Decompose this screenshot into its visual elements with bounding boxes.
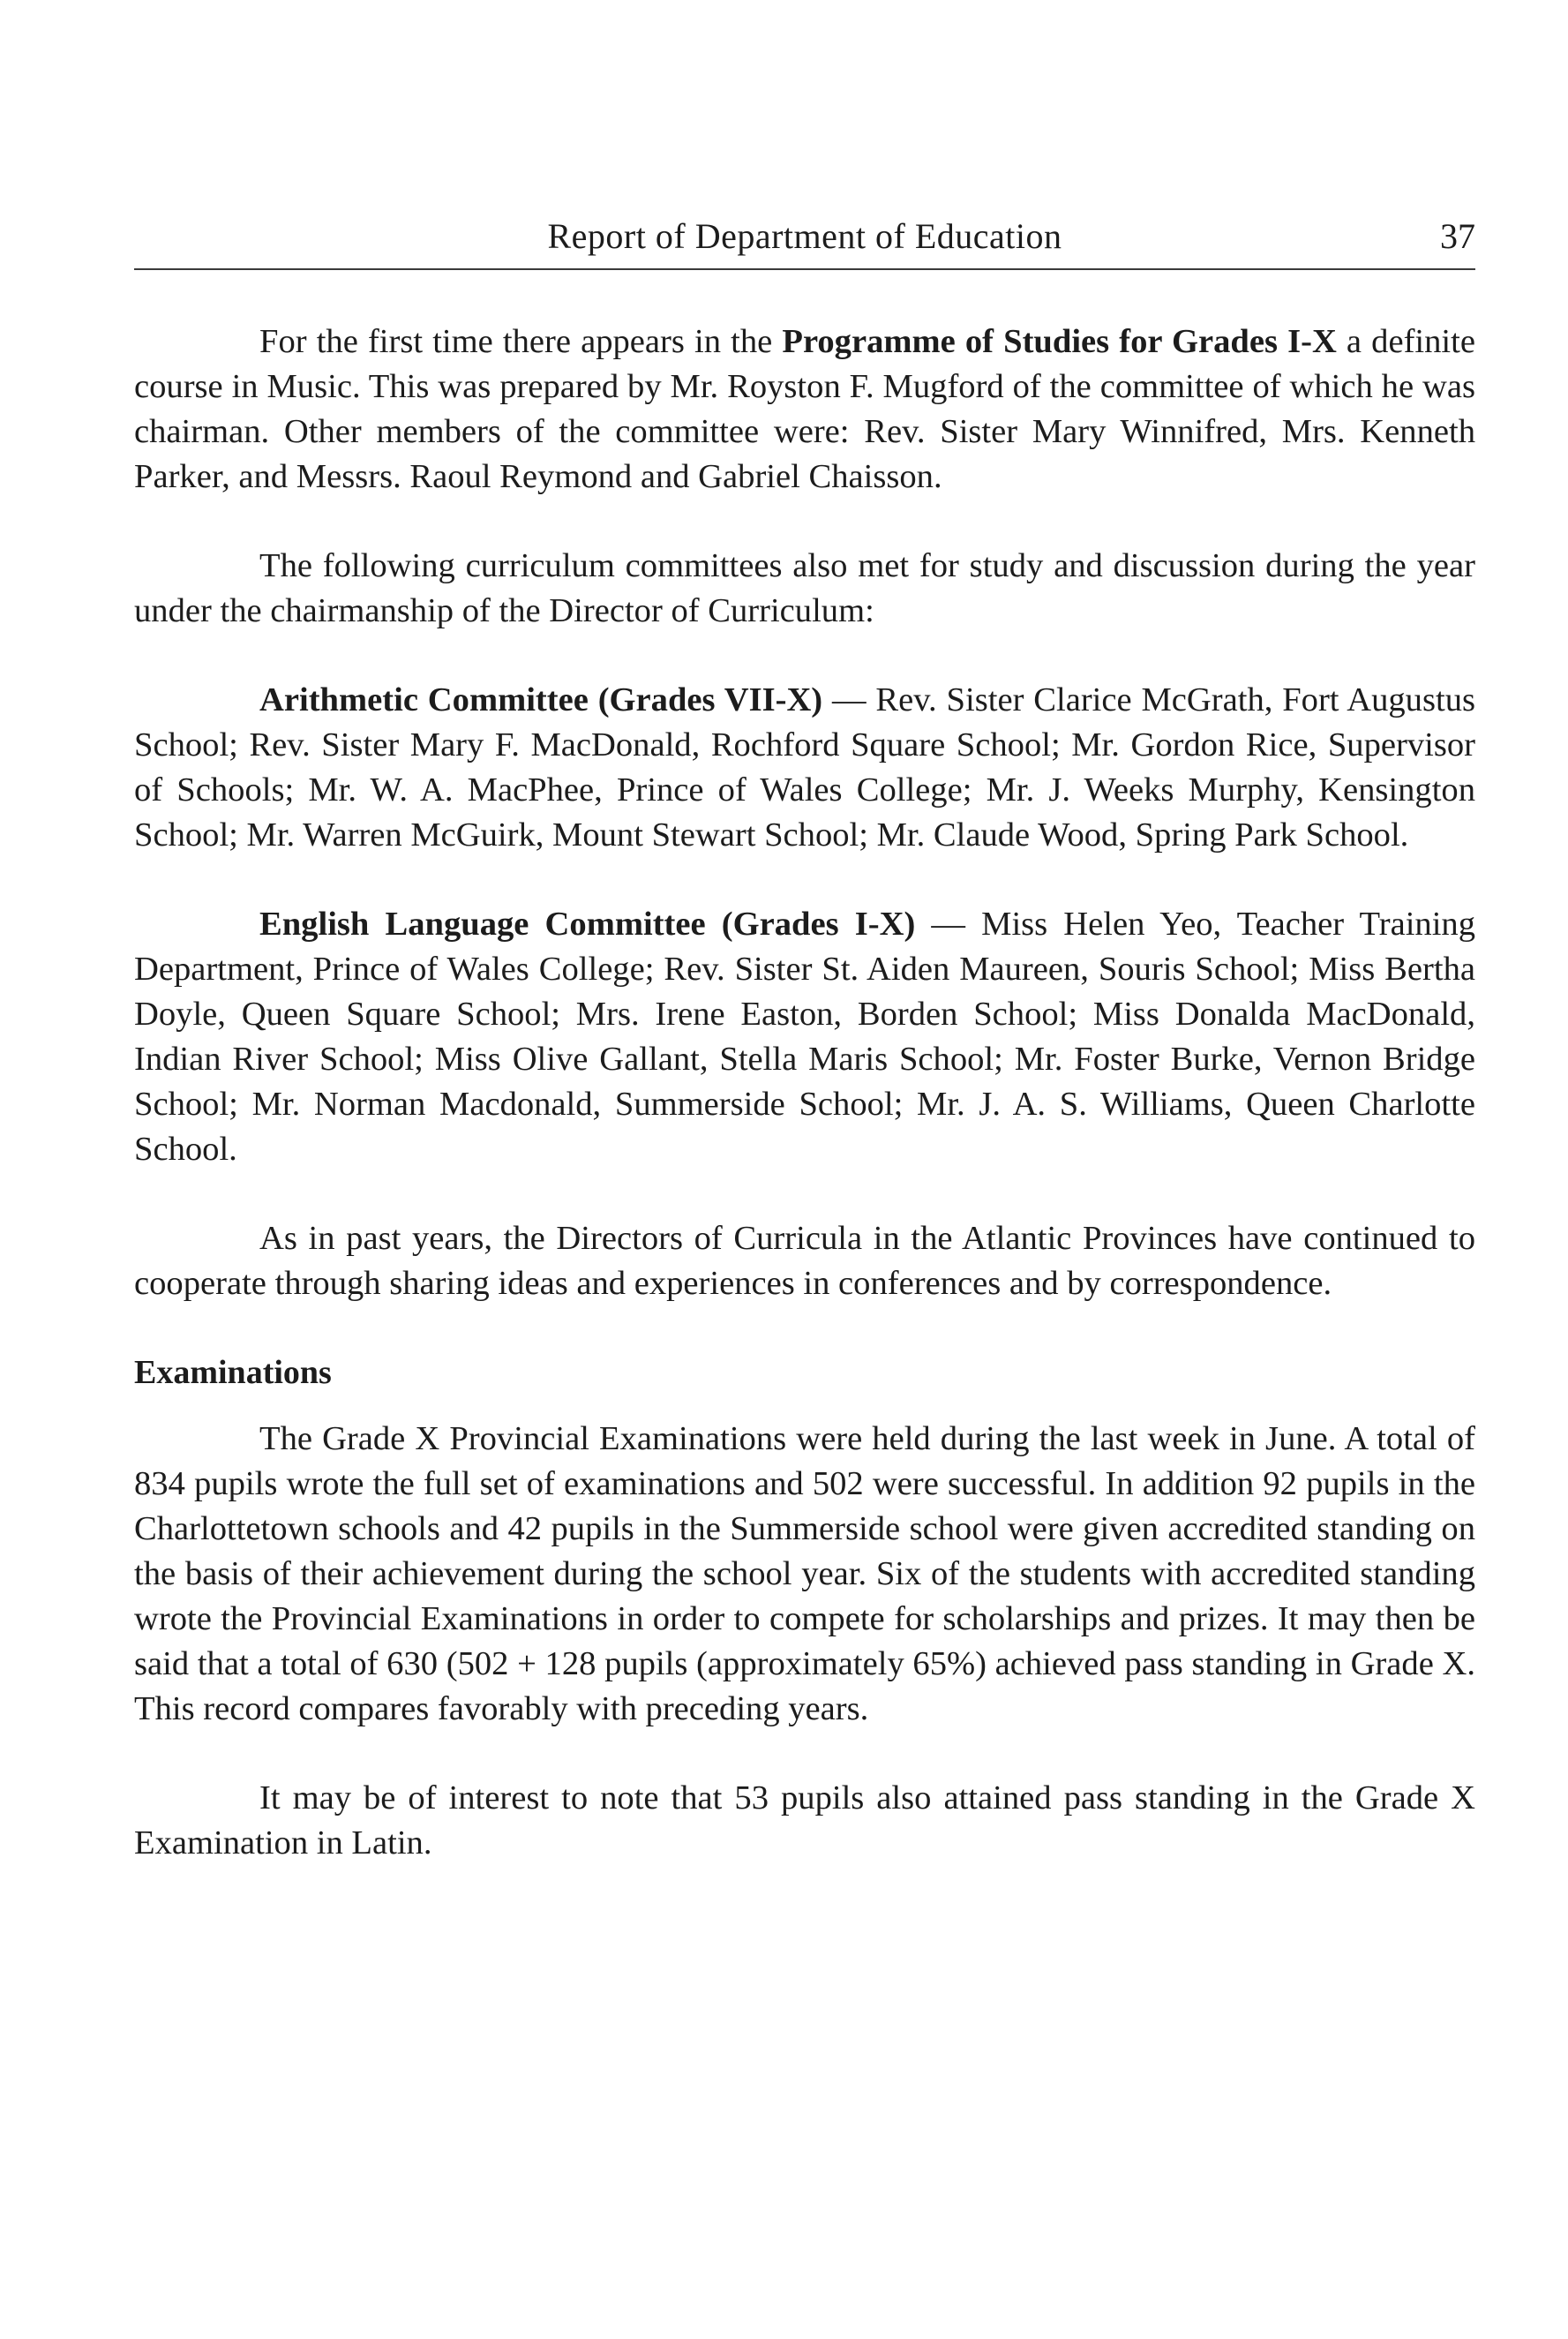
paragraph-curriculum-committees: The following curriculum committees also met for study and discussion during the year under the chairmanship of the Director of Curriculum: (134, 547, 1475, 629)
paragraph-text: a definite course in Music. This was prepared by Mr. Royston F. Mugford of the committee of which he was chairman. Other members of the committee were: Rev. Sister Mary Winnifred, Mrs. Kenneth Parker, and Messrs. Raoul Reymond and Gabriel Chaisson. (134, 323, 1475, 495)
page-header (134, 199, 1475, 270)
section-heading-examinations: Examinations (134, 1354, 332, 1391)
committee-members: — Rev. Sister Clarice McGrath, Fort Augustus School; Rev. Sister Mary F. MacDonald, Rochford Square School; Mr. Gordon Rice, Supervisor of Schools; Mr. W. A. MacPhee, Prince of Wales College; Mr. J. Weeks Murphy, Kensington School; Mr. Warren McGuirk, Mount Stewart School; Mr. Claude Wood, Spring Park School. (134, 681, 1475, 854)
paragraph-latin-examination: It may be of interest to note that 53 pupils also attained pass standing in the Grade X Examination in Latin. (134, 1779, 1475, 1861)
running-title: Report of Department of Education (547, 216, 1062, 256)
page-number: 37 (1440, 216, 1475, 256)
paragraph-atlantic-provinces: As in past years, the Directors of Curricula in the Atlantic Provinces have continued to cooperate through sharing ideas and experiences in conferences and by correspondence. (134, 1220, 1475, 1302)
page-body (134, 320, 1475, 1866)
committee-title: English Language Committee (Grades I-X) (259, 906, 916, 943)
paragraph-arithmetic-committee (134, 678, 1475, 858)
paragraph-music-course (134, 320, 1475, 500)
document-page (134, 199, 1475, 1910)
programme-title: Programme of Studies for Grades I-X (782, 323, 1337, 360)
paragraph-examinations-results: The Grade X Provincial Examinations were held during the last week in June. A total of 834 pupils wrote the full set of examinations and 502 were successful. In addition 92 pupils in the Charlottetown schools and 42 pupils in the Summerside school were given accredited standing on the basis of their achievement during the school year. Six of the students with accredited standing wrote the Provincial Examinations in order to compete for scholarships and prizes. It may then be said that a total of 630 (502 + 128 pupils (approximately 65%) achieved pass standing in Grade X. This record compares favorably with preceding years. (134, 1420, 1475, 1727)
committee-members: — Miss Helen Yeo, Teacher Training Department, Prince of Wales College; Rev. Sister St. Aiden Maureen, Souris School; Miss Bertha Doyle, Queen Square School; Mrs. Irene Easton, Borden School; Miss Donalda MacDonald, Indian River School; Miss Olive Gallant, Stella Maris School; Mr. Foster Burke, Vernon Bridge School; Mr. Norman Macdonald, Summerside School; Mr. J. A. S. Williams, Queen Charlotte School. (134, 906, 1476, 1168)
paragraph-text: For the first time there appears in the (259, 323, 783, 360)
committee-title: Arithmetic Committee (Grades VII-X) (259, 681, 823, 718)
paragraph-english-committee (134, 902, 1475, 1172)
